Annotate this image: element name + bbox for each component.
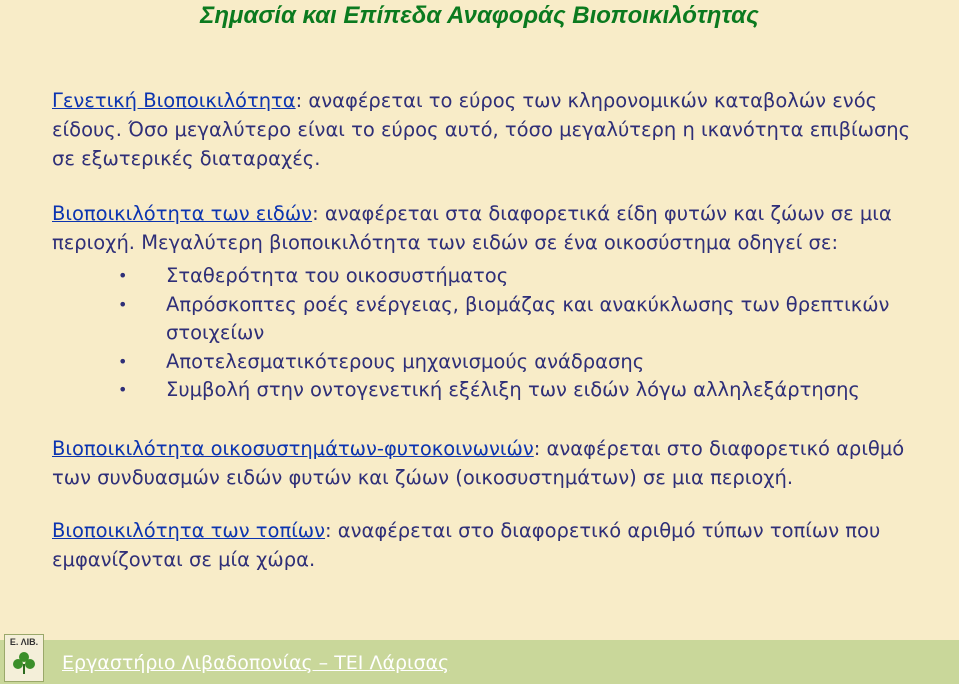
species-text: : αναφέρεται στα διαφορετικά είδη φυτών και ζώων σε μια περιοχή. Μεγαλύτερη βιοποικιλότητα των ειδών σε ένα οικοσύστημα οδηγεί σε: [52,202,892,254]
clover-leaf-icon [12,651,36,675]
logo-text: Ε. ΛΙΒ. [9,637,39,647]
list-item: • Αποτελεσματικότερους μηχανισμούς ανάδρασης [52,348,932,377]
ecosystems-term: Βιοποικιλότητα οικοσυστημάτων-φυτοκοινωνιών [52,436,534,460]
genetic-paragraph [52,86,932,173]
landscapes-paragraph [52,516,932,574]
landscapes-text: : αναφέρεται στο διαφορετικό αριθμό τύπων τοπίων που εμφανίζονται σε μία χώρα. [52,518,881,571]
landscapes-term: Βιοποικιλότητα των τοπίων [52,518,326,542]
list-item: • Σταθερότητα του οικοσυστήματος [52,262,932,291]
genetic-term: Γενετική Βιοποικιλότητα [52,89,296,112]
list-item: • Συμβολή στην οντογενετική εξέλιξη των ειδών λόγω αλληλεξάρτησης [52,376,932,405]
list-item: • Απρόσκοπτες ροές ενέργειας, βιομάζας και ανακύκλωσης των θρεπτικών στοιχείων [52,291,932,348]
footer-caption: Εργαστήριο Λιβαδοπονίας – ΤΕΙ Λάρισας [62,652,450,674]
page-title: Σημασία και Επίπεδα Αναφοράς Βιοποικιλότητας [200,2,759,29]
slide-content [52,86,932,574]
species-paragraph [52,199,932,257]
genetic-text: : αναφέρεται το εύρος των κληρονομικών καταβολών ενός είδους. Όσο μεγαλύτερο είναι το εύρος αυτό, τόσο μεγαλύτερη η ικανότητα επιβίωσης σε εξωτερικές διαταραχές. [52,89,911,170]
species-bullet-list [52,262,932,405]
species-term: Βιοποικιλότητα των ειδών [52,202,313,225]
logo [4,634,44,682]
ecosystems-paragraph [52,434,932,492]
ecosystems-text: : αναφέρεται στο διαφορετικό αριθμό των συνδυασμών ειδών φυτών και ζώων (οικοσυστημάτων) σε μια περιοχή. [52,436,905,489]
